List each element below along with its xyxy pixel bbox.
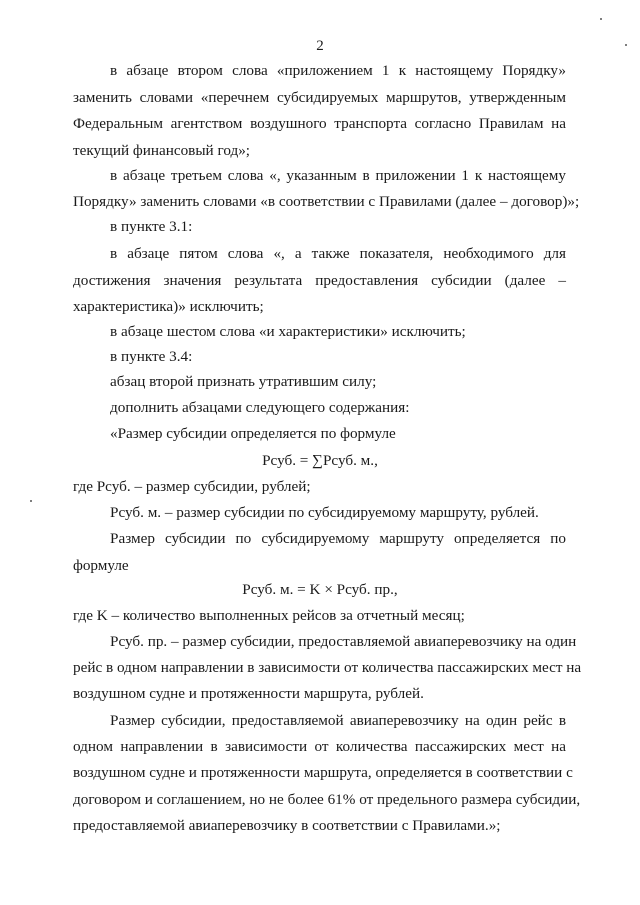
- paragraph-line: в абзаце пятом слова «, а также показателя, необходимого для: [110, 245, 566, 262]
- paragraph-line: воздушном судне и протяженности маршрута, определяется в соответствии с: [73, 764, 573, 781]
- paragraph-line: одном направлении в зависимости от количества пассажирских мест на: [73, 738, 566, 755]
- paragraph-line: где K – количество выполненных рейсов за отчетный месяц;: [73, 607, 465, 624]
- scan-speck: [600, 18, 602, 20]
- paragraph-line: Pсуб. м. – размер субсидии по субсидируемому маршруту, рублей.: [110, 504, 539, 521]
- paragraph-line: Размер субсидии, предоставляемой авиаперевозчику на один рейс в: [110, 712, 566, 729]
- paragraph-line: в абзаце втором слова «приложением 1 к настоящему Порядку»: [110, 62, 566, 79]
- paragraph-line: Порядку» заменить словами «в соответствии с Правилами (далее – договор)»;: [73, 193, 580, 210]
- paragraph-line: текущий финансовый год»;: [73, 142, 251, 159]
- paragraph-line: Размер субсидии по субсидируемому маршруту определяется по: [110, 530, 566, 547]
- paragraph-line: Федеральным агентством воздушного транспорта согласно Правилам на: [73, 115, 566, 132]
- paragraph-line: в абзаце шестом слова «и характеристики» исключить;: [110, 323, 466, 340]
- paragraph-line: где Pсуб. – размер субсидии, рублей;: [73, 478, 311, 495]
- paragraph-line: в пункте 3.4:: [110, 348, 193, 365]
- paragraph-line: абзац второй признать утратившим силу;: [110, 373, 377, 390]
- formula: Pсуб. м. = K × Pсуб. пр.,: [242, 581, 398, 598]
- paragraph-line: договором и соглашением, но не более 61% от предельного размера субсидии,: [73, 791, 581, 808]
- formula: Pсуб. = ∑Pсуб. м.,: [262, 452, 378, 469]
- paragraph-line: заменить словами «перечнем субсидируемых маршрутов, утвержденным: [73, 89, 566, 106]
- paragraph-line: предоставляемой авиаперевозчику в соответствии с Правилами.»;: [73, 817, 501, 834]
- paragraph-line: дополнить абзацами следующего содержания:: [110, 399, 410, 416]
- paragraph-line: формуле: [73, 557, 129, 574]
- paragraph-line: воздушном судне и протяженности маршрута, рублей.: [73, 685, 424, 702]
- paragraph-line: характеристика)» исключить;: [73, 298, 264, 315]
- paragraph-line: рейс в одном направлении в зависимости от количества пассажирских мест на: [73, 659, 582, 676]
- paragraph-line: Pсуб. пр. – размер субсидии, предоставляемой авиаперевозчику на один: [110, 633, 577, 650]
- page-number: 2: [316, 38, 324, 54]
- paragraph-line: в пункте 3.1:: [110, 218, 193, 235]
- scan-speck: [30, 500, 32, 502]
- scan-speck: [625, 44, 627, 46]
- paragraph-line: достижения значения результата предоставления субсидии (далее –: [73, 272, 566, 289]
- paragraph-line: в абзаце третьем слова «, указанным в приложении 1 к настоящему: [110, 167, 566, 184]
- paragraph-line: «Размер субсидии определяется по формуле: [110, 425, 396, 442]
